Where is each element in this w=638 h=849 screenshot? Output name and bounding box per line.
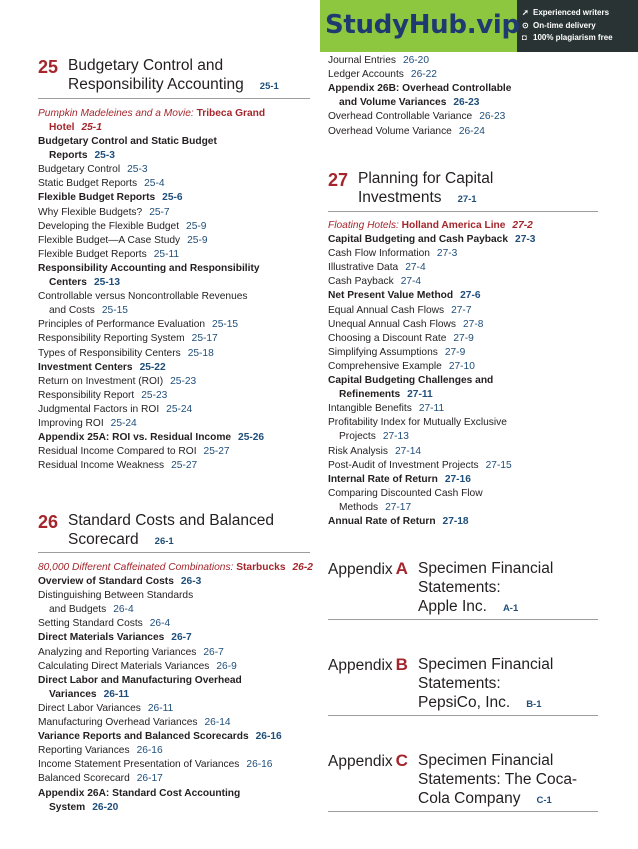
toc-entry[interactable]	[38, 206, 170, 219]
toc-entry-title: Residual Income Weakness	[38, 460, 165, 472]
toc-entry-title: Direct Labor and Manufacturing Overhead	[38, 674, 242, 686]
toc-entry-title: Intangible Benefits	[328, 403, 412, 415]
toc-entry-page[interactable]: 27-13	[382, 431, 409, 443]
toc-entry[interactable]	[328, 318, 483, 331]
toc-entry-page[interactable]: 26-16	[255, 731, 282, 743]
feature-story[interactable]	[38, 121, 102, 134]
toc-entry[interactable]	[38, 290, 248, 303]
toc-entry-page[interactable]: 27-6	[460, 290, 481, 302]
toc-entry-page[interactable]: 27-15	[485, 459, 512, 471]
feature-story[interactable]	[38, 561, 313, 574]
feature-lead: Pumpkin Madeleines and a Movie:	[38, 108, 194, 119]
toc-entry-page[interactable]: 27-17	[385, 501, 412, 513]
toc-entry[interactable]	[38, 347, 214, 360]
toc-entry-page[interactable]: 26-11	[147, 702, 174, 714]
toc-entry[interactable]	[38, 375, 196, 388]
toc-entry-title: Responsibility Report	[38, 389, 135, 401]
toc-entry-title: Simplifying Assumptions	[328, 346, 438, 358]
toc-entry-title: Cash Flow Information	[328, 248, 430, 260]
toc-entry[interactable]	[328, 360, 475, 373]
toc-entry[interactable]	[328, 515, 469, 528]
toc-entry[interactable]	[38, 135, 217, 148]
toc-entry-page[interactable]: 26-3	[180, 576, 202, 587]
toc-entry-page[interactable]: 26-23	[479, 111, 506, 123]
toc-entry-page[interactable]: 27-4	[405, 262, 426, 274]
toc-entry-title: Comprehensive Example	[328, 360, 442, 372]
toc-entry-page[interactable]: 25-15	[101, 305, 128, 317]
toc-entry-title: Setting Standard Costs	[38, 618, 143, 630]
toc-entry-title: Balanced Scorecard	[38, 773, 130, 785]
toc-entry-page[interactable]: 25-7	[149, 206, 170, 218]
toc-entry-title: and Volume Variances	[339, 97, 447, 109]
toc-entry[interactable]	[38, 304, 128, 317]
toc-entry[interactable]	[328, 501, 411, 514]
toc-entry-page[interactable]: 27-10	[448, 360, 475, 372]
chapter-number: 27	[328, 170, 349, 190]
toc-entry[interactable]	[328, 54, 429, 67]
chapter-title-line: Planning for Capital	[358, 170, 494, 187]
toc-entry[interactable]	[38, 248, 179, 261]
clock-icon: ⊙	[522, 20, 529, 30]
toc-entry-page[interactable]: 27-11	[407, 389, 433, 401]
feature-lead: Floating Hotels:	[328, 220, 399, 231]
toc-entry[interactable]	[328, 332, 474, 345]
toc-entry-page[interactable]: 27-4	[400, 276, 422, 288]
toc-entry[interactable]	[38, 674, 242, 687]
toc-entry-title: System	[49, 801, 86, 813]
toc-entry-page[interactable]: 27-3	[436, 248, 458, 260]
toc-entry-page[interactable]: 26-16	[136, 745, 163, 757]
toc-entry-title: Controllable versus Noncontrollable Revenues	[38, 291, 248, 303]
toc-entry-page[interactable]: 27-11	[418, 403, 445, 415]
toc-entry-title: Improving ROI	[38, 418, 104, 429]
toc-entry-page[interactable]: 25-24	[166, 403, 193, 415]
toc-entry[interactable]	[328, 261, 426, 274]
appendix-page[interactable]: A-1	[502, 603, 519, 614]
appendix-title-line	[418, 578, 501, 597]
toc-entry-title: Direct Materials Variances	[38, 632, 165, 644]
toc-entry-title: Unequal Annual Cash Flows	[328, 318, 456, 330]
chapter-title-line	[358, 188, 477, 209]
toc-entry-page[interactable]: 25-22	[139, 361, 166, 373]
chapter-title-line	[68, 75, 279, 96]
shield-icon: ◘	[522, 33, 527, 42]
toc-entry-title: Residual Income Compared to ROI	[38, 446, 197, 458]
toc-entry-title: Calculating Direct Materials Variances	[38, 660, 210, 672]
toc-entry[interactable]	[38, 417, 137, 430]
appendix-title-text: Statements:	[418, 675, 501, 692]
appendix-divider	[328, 715, 598, 716]
toc-entry[interactable]	[328, 346, 465, 359]
toc-entry[interactable]	[38, 163, 148, 176]
toc-entry-page[interactable]: 25-23	[170, 375, 197, 387]
appendix-title-line	[418, 693, 542, 714]
toc-entry-title: Capital Budgeting and Cash Payback	[328, 234, 509, 245]
toc-entry-title: Profitability Index for Mutually Exclusive	[328, 417, 507, 429]
appendix-title-text: Statements: The Coca-	[418, 771, 578, 788]
chapter-title-text: Responsibility Accounting	[68, 76, 244, 93]
toc-entry-page[interactable]: 25-3	[94, 150, 115, 162]
toc-entry-title: Appendix 26B: Overhead Controllable	[328, 83, 512, 95]
rocket-icon: ➚	[522, 8, 529, 17]
toc-entry-title: Net Present Value Method	[328, 290, 454, 302]
appendix-word: Appendix	[328, 561, 393, 578]
toc-entry-title: Post-Audit of Investment Projects	[328, 459, 479, 471]
appendix-letter: C	[395, 751, 408, 770]
toc-entry-title: Distinguishing Between Standards	[38, 590, 194, 602]
appendix-title-line	[418, 597, 518, 618]
toc-entry[interactable]	[38, 744, 163, 757]
toc-entry-title: Centers	[49, 277, 87, 288]
toc-entry-title: Types of Responsibility Centers	[38, 347, 181, 359]
appendix-title-text: Specimen Financial	[418, 752, 554, 769]
toc-entry[interactable]	[38, 431, 264, 444]
appendix-divider	[328, 619, 598, 620]
appendix-label	[328, 559, 408, 579]
appendix-title-text: Apple Inc.	[418, 598, 487, 615]
brand-logo[interactable]	[320, 0, 520, 52]
toc-entry-page[interactable]: 26-9	[216, 660, 237, 672]
appendix-title-text: PepsiCo, Inc.	[418, 694, 511, 711]
toc-entry[interactable]	[328, 388, 433, 401]
appendix-title-line	[418, 770, 577, 789]
toc-entry-title: and Budgets	[49, 604, 107, 616]
toc-entry-title: Budgetary Control and Static Budget	[38, 136, 217, 147]
toc-entry-page[interactable]: 25-15	[212, 319, 239, 331]
toc-entry-page[interactable]: 25-17	[191, 333, 218, 345]
feature-page[interactable]: 27-2	[512, 220, 533, 231]
toc-entry-page[interactable]: 25-9	[186, 220, 207, 232]
toc-entry[interactable]	[38, 191, 183, 204]
toc-entry-page[interactable]: 27-18	[442, 516, 469, 527]
feature-text: On-time delivery	[533, 20, 596, 30]
toc-entry-title: Developing the Flexible Budget	[38, 220, 180, 232]
appendix-title-line	[418, 674, 501, 693]
appendix-page[interactable]: C-1	[536, 795, 552, 806]
toc-entry-page[interactable]: 27-9	[444, 346, 466, 358]
toc-entry[interactable]	[38, 589, 193, 602]
toc-entry-page[interactable]: 26-17	[136, 773, 163, 785]
toc-entry[interactable]	[328, 125, 485, 138]
toc-entry[interactable]	[38, 459, 197, 472]
appendix-page[interactable]: B-1	[526, 699, 542, 710]
toc-entry-title: Appendix 26A: Standard Cost Accounting	[38, 787, 241, 799]
toc-entry-page[interactable]: 26-7	[171, 632, 192, 644]
toc-entry-page[interactable]: 26-11	[103, 688, 130, 700]
toc-entry-title: Manufacturing Overhead Variances	[38, 717, 198, 728]
toc-entry-page[interactable]: 26-16	[246, 759, 273, 771]
toc-entry[interactable]	[38, 318, 238, 331]
appendix-title-line	[418, 789, 552, 810]
toc-entry[interactable]	[328, 275, 421, 288]
toc-entry-page[interactable]: 25-11	[153, 248, 180, 260]
chapter-title-line: Standard Costs and Balanced	[68, 512, 274, 529]
toc-entry-page[interactable]: 25-13	[93, 277, 120, 288]
chapter-title-text: Investments	[358, 189, 442, 206]
toc-entry-title: Internal Rate of Return	[328, 473, 438, 485]
toc-entry[interactable]	[38, 787, 240, 800]
toc-entry-title: Journal Entries	[328, 55, 396, 66]
appendix-divider	[328, 811, 598, 812]
toc-entry[interactable]	[38, 445, 230, 458]
toc-entry-title: Appendix 25A: ROI vs. Residual Income	[38, 432, 232, 444]
chapter-divider	[38, 552, 310, 553]
appendix-title-line	[418, 655, 553, 674]
toc-entry-title: Overhead Controllable Variance	[328, 111, 473, 123]
toc-entry-title: Capital Budgeting Challenges and	[328, 375, 494, 386]
feature-text: Experienced writers	[533, 8, 610, 17]
toc-entry[interactable]	[38, 403, 192, 416]
toc-entry[interactable]	[328, 110, 505, 123]
toc-entry[interactable]	[38, 389, 167, 402]
appendix-title-text: Statements:	[418, 579, 501, 596]
toc-entry-page[interactable]: 25-27	[203, 446, 230, 458]
toc-entry[interactable]	[38, 276, 120, 289]
toc-entry[interactable]	[328, 430, 409, 443]
feature-list	[522, 7, 636, 45]
toc-entry-title: Budgetary Control	[38, 164, 121, 176]
toc-entry-page[interactable]: 25-18	[187, 347, 214, 359]
toc-entry-title: Projects	[339, 431, 376, 443]
toc-entry-page[interactable]: 26-20	[92, 801, 119, 813]
toc-entry-page[interactable]: 25-24	[110, 418, 137, 429]
toc-entry[interactable]	[38, 234, 208, 247]
toc-entry[interactable]	[328, 374, 493, 387]
toc-entry[interactable]	[328, 487, 483, 500]
appendix-word: Appendix	[328, 753, 393, 770]
toc-entry[interactable]	[328, 459, 512, 472]
toc-entry[interactable]	[38, 603, 134, 616]
feature-item	[522, 20, 636, 33]
toc-entry[interactable]	[38, 361, 166, 374]
toc-entry-title: Overview of Standard Costs	[38, 576, 174, 587]
toc-entry-page[interactable]: 27-9	[453, 332, 474, 344]
toc-entry-page[interactable]: 27-14	[395, 445, 422, 457]
chapter-divider	[328, 211, 598, 212]
feature-page[interactable]: 26-2	[292, 562, 313, 573]
toc-entry-title: Judgmental Factors in ROI	[38, 403, 160, 415]
toc-entry-page[interactable]: 27-8	[463, 318, 484, 330]
toc-entry-title: Overhead Volume Variance	[328, 125, 452, 137]
toc-entry[interactable]	[38, 177, 165, 190]
brand-name: StudyHub.vip	[325, 10, 520, 40]
toc-entry-title: Methods	[339, 501, 379, 513]
toc-entry-title: Annual Rate of Return	[328, 516, 436, 527]
toc-entry-title: Reporting Variances	[38, 745, 130, 757]
toc-entry[interactable]	[328, 445, 421, 458]
feature-story[interactable]	[328, 219, 533, 232]
toc-entry[interactable]	[38, 772, 163, 785]
chapter-number: 26	[38, 512, 59, 532]
chapter-title-text: Scorecard	[68, 531, 139, 548]
toc-entry-title: Ledger Accounts	[328, 69, 404, 81]
toc-entry-title: Choosing a Discount Rate	[328, 332, 447, 344]
toc-entry[interactable]	[328, 68, 437, 81]
toc-entry[interactable]	[38, 716, 231, 729]
chapter-page[interactable]: 27-1	[457, 194, 477, 205]
feature-story[interactable]	[38, 107, 265, 120]
feature-item	[522, 7, 636, 20]
toc-entry-title: Principles of Performance Evaluation	[38, 319, 206, 331]
toc-entry-page[interactable]: 26-20	[402, 55, 430, 66]
appendix-title-text: Specimen Financial	[418, 560, 554, 577]
toc-entry-page[interactable]: 27-16	[444, 473, 471, 485]
toc-entry-title: and Costs	[49, 305, 95, 317]
toc-entry-page[interactable]: 26-14	[204, 717, 231, 728]
chapter-number: 25	[38, 57, 59, 77]
appendix-title-line	[418, 751, 553, 770]
toc-entry[interactable]	[38, 758, 272, 771]
toc-entry-page[interactable]: 25-23	[141, 389, 168, 401]
appendix-letter: B	[395, 655, 408, 674]
toc-entry-title: Direct Labor Variances	[38, 702, 141, 714]
toc-entry-page[interactable]: 25-6	[162, 192, 183, 204]
toc-entry-title: Equal Annual Cash Flows	[328, 304, 445, 316]
toc-entry-title: Variance Reports and Balanced Scorecards	[38, 731, 249, 743]
toc-entry-title: Reports	[49, 150, 88, 162]
toc-entry-page[interactable]: 25-26	[238, 432, 265, 444]
feature-company: Starbucks	[236, 562, 286, 573]
toc-entry[interactable]	[38, 149, 115, 162]
toc-entry-page[interactable]: 25-27	[171, 460, 198, 472]
toc-entry[interactable]	[38, 646, 224, 659]
feature-company: Tribeca Grand	[196, 108, 266, 119]
toc-entry-title: Income Statement Presentation of Variances	[38, 759, 240, 771]
toc-entry-title: Flexible Budget—A Case Study	[38, 234, 181, 246]
appendix-letter: A	[395, 559, 408, 578]
toc-entry[interactable]	[328, 96, 479, 109]
toc-entry[interactable]	[328, 402, 444, 415]
toc-entry-title: Investment Centers	[38, 361, 133, 373]
toc-entry[interactable]	[38, 631, 192, 644]
appendix-title-text: Specimen Financial	[418, 656, 554, 673]
toc-entry-title: Risk Analysis	[328, 445, 389, 457]
toc-entry-title: Illustrative Data	[328, 262, 399, 274]
toc-entry-page[interactable]: 25-3	[127, 164, 148, 176]
appendix-word: Appendix	[328, 657, 393, 674]
chapter-title-line	[68, 530, 174, 551]
toc-entry-title: Variances	[49, 688, 97, 700]
toc-entry[interactable]	[328, 247, 457, 260]
feature-company: Holland America Line	[401, 220, 506, 231]
toc-entry-page[interactable]: 26-4	[149, 618, 171, 630]
appendix-title-line	[418, 559, 553, 578]
toc-entry[interactable]	[328, 304, 471, 317]
toc-entry-page[interactable]: 26-22	[410, 69, 437, 81]
toc-entry-title: Flexible Budget Reports	[38, 192, 156, 204]
toc-entry-page[interactable]: 27-3	[515, 234, 536, 245]
appendix-label	[328, 655, 408, 675]
chapter-page[interactable]: 26-1	[154, 536, 174, 547]
toc-entry-page[interactable]: 27-7	[451, 304, 472, 316]
toc-entry-title: Flexible Budget Reports	[38, 248, 147, 260]
ad-banner[interactable]	[320, 0, 638, 52]
toc-entry-title: Comparing Discounted Cash Flow	[328, 487, 483, 499]
toc-entry[interactable]	[38, 262, 260, 275]
toc-entry[interactable]	[38, 575, 201, 588]
toc-entry[interactable]	[38, 220, 206, 233]
toc-entry-page[interactable]: 26-23	[453, 97, 480, 109]
toc-entry-title: Cash Payback	[328, 276, 394, 288]
feature-text: 100% plagiarism free	[533, 33, 613, 42]
appendix-title-text: Cola Company	[418, 790, 521, 807]
toc-entry-title: Why Flexible Budgets?	[38, 206, 143, 218]
toc-entry-title: Static Budget Reports	[38, 178, 138, 190]
chapter-divider	[38, 98, 310, 99]
feature-page[interactable]: 25-1	[81, 122, 102, 133]
feature-company: Hotel	[49, 122, 75, 133]
toc-entry[interactable]	[38, 730, 282, 743]
toc-entry[interactable]	[328, 82, 511, 95]
feature-lead: 80,000 Different Caffeinated Combinations:	[38, 562, 234, 573]
toc-entry-title: Responsibility Accounting and Responsibility	[38, 262, 260, 274]
toc-entry[interactable]	[38, 617, 170, 630]
feature-item	[522, 32, 636, 45]
toc-entry-page[interactable]: 26-24	[458, 125, 485, 137]
toc-entry-page[interactable]: 25-4	[144, 178, 165, 190]
chapter-page[interactable]: 25-1	[259, 81, 279, 92]
toc-entry-title: Return on Investment (ROI)	[38, 375, 164, 387]
toc-entry-page[interactable]: 26-4	[113, 604, 134, 616]
toc-entry-page[interactable]: 26-7	[203, 646, 224, 658]
toc-entry-title: Refinements	[339, 389, 401, 401]
toc-entry[interactable]	[328, 416, 507, 429]
toc-entry[interactable]	[38, 801, 118, 814]
toc-entry-title: Analyzing and Reporting Variances	[38, 646, 197, 658]
toc-entry-page[interactable]: 25-9	[187, 234, 208, 246]
toc-entry-title: Responsibility Reporting System	[38, 333, 185, 345]
toc-entry[interactable]	[38, 660, 237, 673]
toc-entry[interactable]	[38, 332, 218, 345]
toc-entry[interactable]	[38, 688, 129, 701]
appendix-label	[328, 751, 408, 771]
toc-entry[interactable]	[328, 473, 471, 486]
toc-entry[interactable]	[328, 233, 535, 246]
toc-entry[interactable]	[328, 289, 481, 302]
chapter-title-line: Budgetary Control and	[68, 57, 224, 74]
toc-entry[interactable]	[38, 702, 173, 715]
